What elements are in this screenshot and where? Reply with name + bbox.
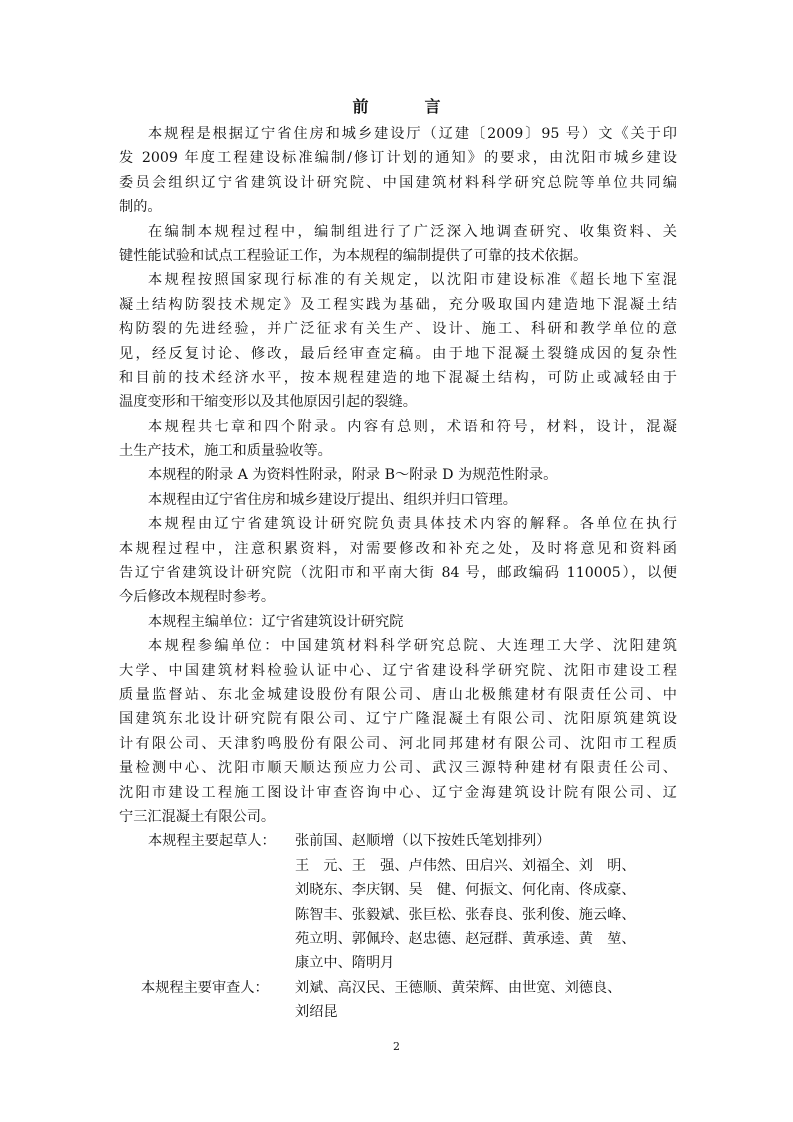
text-line: 见，经反复讨论、修改，最后经审查定稿。由于地下混凝土裂缝成因的复杂性 — [119, 345, 677, 362]
drafters-line: 康立中、隋明月 — [295, 955, 395, 972]
drafters-line: 张前国、赵顺增（以下按姓氏笔划排列） — [295, 833, 551, 850]
text-line: 沈阳市建设工程施工图设计审查咨询中心、辽宁金海建筑设计院有限公司、辽 — [119, 784, 677, 801]
reviewers-line: 刘绍昆 — [295, 1004, 338, 1021]
chief-editor-line: 本规程主编单位：辽宁省建筑设计研究院 — [148, 613, 404, 630]
page-number: 2 — [393, 1040, 400, 1053]
text-line: 温度变形和干缩变形以及其他原因引起的裂缝。 — [119, 394, 417, 411]
text-line: 本规程按照国家现行标准的有关规定，以沈阳市建设标准《超长地下室混 — [148, 272, 677, 289]
text-line: 本规程过程中，注意积累资料，对需要修改和补充之处，及时将意见和资料函 — [119, 540, 677, 557]
text-line: 本规程参编单位：中国建筑材料科学研究总院、大连理工大学、沈阳建筑 — [148, 638, 677, 655]
text-line: 宁三汇混凝土有限公司。 — [119, 808, 276, 825]
text-line: 构防裂的先进经验，并广泛征求有关生产、设计、施工、科研和教学单位的意 — [119, 321, 677, 338]
text-line: 本规程共七章和四个附录。内容有总则，术语和符号，材料，设计，混凝 — [148, 418, 677, 435]
drafters-line: 陈智丰、张毅斌、张巨松、张春良、张利俊、施云峰、 — [295, 906, 636, 923]
reviewers-row — [119, 976, 677, 1000]
text-line: 国建筑东北设计研究院有限公司、辽宁广隆混凝土有限公司、沈阳原筑建筑设 — [119, 711, 677, 728]
text-line: 今后修改本规程时参考。 — [119, 589, 276, 606]
text-line: 本规程由辽宁省建筑设计研究院负责具体技术内容的解释。各单位在执行 — [148, 516, 677, 533]
text-line: 大学、中国建筑材料检验认证中心、辽宁省建设科学研究院、沈阳市建设工程 — [119, 662, 677, 679]
text-line: 委员会组织辽宁省建筑设计研究院、中国建筑材料科学研究总院等单位共同编 — [119, 174, 677, 191]
drafters-line: 刘晓东、李庆钢、吴 健、何振文、何化南、佟成豪、 — [295, 882, 636, 899]
text-line: 键性能试验和试点工程验证工作，为本规程的编制提供了可靠的技术依据。 — [119, 247, 588, 264]
drafters-line: 王 元、王 强、卢伟然、田启兴、刘福全、刘 明、 — [295, 857, 636, 874]
text-line: 土生产技术，施工和质量验收等。 — [119, 443, 332, 460]
page-title: 前 言 — [352, 97, 461, 116]
reviewers-label: 本规程主要审查人： — [141, 979, 269, 996]
text-line: 发 2009 年度工程建设标准编制/修订计划的通知》的要求，由沈阳市城乡建设 — [119, 150, 677, 167]
drafters-label: 本规程主要起草人： — [148, 833, 276, 850]
text-line: 和目前的技术经济水平，按本规程建造的地下混凝土结构，可防止或减轻由于 — [119, 369, 677, 386]
text-line: 质量监督站、东北金城建设股份有限公司、唐山北极熊建材有限责任公司、中 — [119, 686, 677, 703]
document-body — [119, 122, 677, 1024]
text-line: 计有限公司、天津豹鸣股份有限公司、河北同邦建材有限公司、沈阳市工程质 — [119, 735, 677, 752]
text-line: 本规程是根据辽宁省住房和城乡建设厅（辽建〔2009〕95 号）文《关于印 — [148, 126, 677, 142]
drafters-row — [119, 829, 677, 853]
reviewers-line: 刘斌、高汉民、王德顺、黄荣辉、由世宽、刘德良、 — [295, 979, 622, 996]
text-line: 在编制本规程过程中，编制组进行了广泛深入地调查研究、收集资料、关 — [148, 223, 677, 240]
text-line: 量检测中心、沈阳市顺天顺达预应力公司、武汉三源特种建材有限责任公司、 — [119, 760, 677, 777]
drafters-line: 苑立明、郭佩玲、赵忠德、赵冠群、黄承逵、黄 堃、 — [295, 930, 636, 947]
text-line: 凝土结构防裂技术规定》及工程实践为基础，充分吸取国内建造地下混凝土结 — [119, 296, 677, 313]
text-line: 制的。 — [119, 199, 162, 216]
text-line: 本规程由辽宁省住房和城乡建设厅提出、组织并归口管理。 — [148, 491, 517, 508]
text-line: 本规程的附录 A 为资料性附录，附录 B～附录 D 为规范性附录。 — [148, 467, 558, 484]
text-line: 告辽宁省建筑设计研究院（沈阳市和平南大街 84 号，邮政编码 110005），以便 — [119, 565, 677, 582]
